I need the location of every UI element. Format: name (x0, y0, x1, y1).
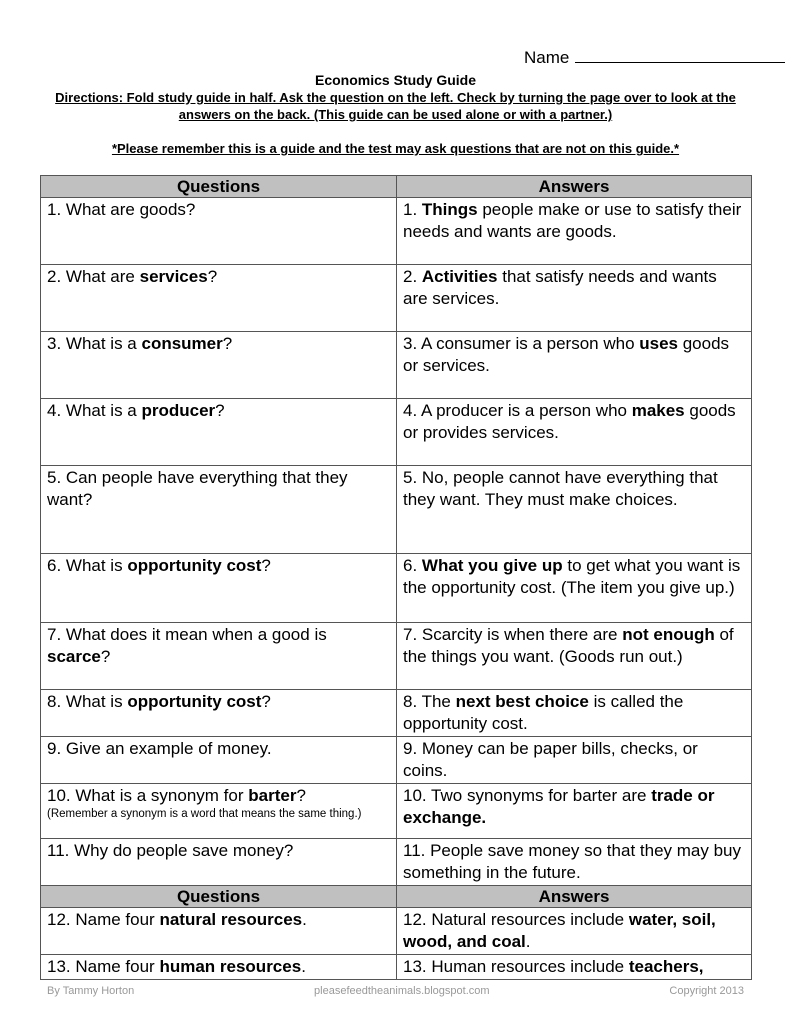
column-header-questions: Questions (41, 176, 397, 198)
text-segment: . (302, 910, 307, 929)
bold-term: water, soil, wood, and coal (403, 910, 716, 951)
reminder: *Please remember this is a guide and the test may ask questions that are not on this guide.* (111, 141, 680, 156)
name-field[interactable] (524, 46, 751, 69)
bold-term: opportunity cost (127, 556, 262, 575)
bold-term: opportunity cost (127, 692, 262, 711)
bold-term: makes (631, 401, 685, 420)
text-segment: 6. (403, 556, 422, 575)
text-segment: 11. Why do people save money? (47, 841, 294, 860)
text-segment: 9. Give an example of money. (47, 739, 272, 758)
question-cell (41, 737, 397, 784)
text-segment: 2. (403, 267, 422, 286)
text-segment: 5. Can people have everything that they want? (47, 468, 348, 509)
text-segment: 2. What are (47, 267, 140, 286)
answer-cell (397, 399, 752, 466)
table-row (41, 784, 752, 839)
text-segment: 8. What is (47, 692, 128, 711)
text-segment: 13. Human resources include (403, 957, 629, 976)
bold-term: trade or exchange. (403, 786, 715, 827)
page-title: Economics Study Guide (314, 72, 477, 88)
text-segment: to get what you want is the opportunity cost. (The item you give up.) (403, 556, 741, 597)
question-cell (41, 955, 397, 980)
study-guide-table (40, 175, 752, 980)
text-segment: ? (296, 786, 306, 805)
bold-term: barter (248, 786, 297, 805)
answer-cell (397, 784, 752, 839)
text-segment: 10. Two synonyms for barter are (403, 786, 652, 805)
text-segment: 4. What is a (47, 401, 142, 420)
answer-cell (397, 265, 752, 332)
text-segment: that satisfy needs and wants are services. (403, 267, 717, 308)
answer-cell (397, 908, 752, 955)
answer-cell (397, 332, 752, 399)
column-header-answers: Answers (397, 176, 752, 198)
text-segment: 5. No, people cannot have everything that they want. They must make choices. (403, 468, 718, 509)
question-cell (41, 623, 397, 690)
question-cell (41, 690, 397, 737)
table-row (41, 265, 752, 332)
text-segment: 12. Name four (47, 910, 160, 929)
text-segment: of the things you want. (Goods run out.) (403, 625, 734, 666)
text-segment: 3. What is a (47, 334, 142, 353)
text-segment: 4. A producer is a person who (403, 401, 632, 420)
question-cell (41, 908, 397, 955)
table-row (41, 623, 752, 690)
table-row (41, 690, 752, 737)
text-segment: 13. Name four (47, 957, 160, 976)
text-segment: ? (222, 334, 233, 353)
question-cell (41, 554, 397, 623)
bold-term: next best choice (455, 692, 589, 711)
table-header-row (41, 176, 752, 198)
text-segment: . (301, 957, 306, 976)
table-row (41, 198, 752, 265)
text-segment: is called the opportunity cost. (403, 692, 684, 733)
answer-cell (397, 690, 752, 737)
answer-cell (397, 839, 752, 886)
text-segment: goods or provides services. (403, 401, 736, 442)
question-cell (41, 399, 397, 466)
text-segment: 1. What are goods? (47, 200, 196, 219)
text-segment: 7. What does it mean when a good is (47, 625, 327, 644)
name-label: Name (524, 48, 570, 67)
table-row (41, 955, 752, 980)
text-segment: 12. Natural resources include (403, 910, 629, 929)
footer (40, 980, 751, 998)
footer-author: By Tammy Horton (47, 985, 135, 997)
text-segment: 7. Scarcity is when there are (403, 625, 623, 644)
table-row (41, 908, 752, 955)
bold-term: Activities (421, 267, 498, 286)
text-segment: goods or services. (403, 334, 730, 375)
bold-term: producer (141, 401, 216, 420)
text-segment: 9. Money can be paper bills, checks, or coins. (403, 739, 698, 780)
answer-cell (397, 955, 752, 980)
bold-term: services (139, 267, 208, 286)
bold-term: Things (421, 200, 478, 219)
column-header-questions: Questions (41, 886, 397, 908)
directions: Directions: Fold study guide in half. Ask the question on the left. Check by turning the page over to look at the answers on the back. (This guide can be used alone or with a partner.) (55, 90, 736, 122)
answer-cell (397, 198, 752, 265)
table-header-row (41, 886, 752, 908)
table-row (41, 737, 752, 784)
bold-term: human resources (159, 957, 302, 976)
text-segment: 3. A consumer is a person who (403, 334, 640, 353)
question-cell (41, 839, 397, 886)
table-row (41, 332, 752, 399)
name-blank-line[interactable] (575, 46, 785, 63)
text-segment: ? (215, 401, 225, 420)
column-header-answers: Answers (397, 886, 752, 908)
question-cell (41, 332, 397, 399)
text-segment: ? (261, 692, 271, 711)
bold-term: natural resources (159, 910, 303, 929)
text-segment: people make or use to satisfy their needs and wants are goods. (403, 200, 742, 241)
bold-term: uses (639, 334, 678, 353)
footer-site: pleasefeedtheanimals.blogspot.com (314, 985, 490, 997)
question-cell (41, 466, 397, 554)
bold-term: teachers, (628, 957, 704, 976)
text-segment: 11. People save money so that they may buy something in the future. (403, 841, 741, 882)
text-segment: 6. What is (47, 556, 128, 575)
bold-term: not enough (622, 625, 715, 644)
question-note: (Remember a synonym is a word that means the same thing.) (47, 808, 362, 820)
answer-cell (397, 737, 752, 784)
table-row (41, 554, 752, 623)
text-segment: ? (100, 647, 111, 666)
question-cell (41, 784, 397, 839)
text-segment: 10. What is a synonym for (47, 786, 249, 805)
answer-cell (397, 466, 752, 554)
answer-cell (397, 623, 752, 690)
question-cell (41, 265, 397, 332)
footer-copyright: Copyright 2013 (669, 985, 744, 997)
text-segment: ? (261, 556, 271, 575)
text-segment: 8. The (403, 692, 456, 711)
text-segment: . (525, 932, 531, 951)
text-segment: ? (207, 267, 218, 286)
answer-cell (397, 554, 752, 623)
bold-term: consumer (141, 334, 223, 353)
table-row (41, 399, 752, 466)
text-segment: 1. (403, 200, 422, 219)
bold-term: scarce (47, 647, 101, 666)
table-row (41, 839, 752, 886)
table-row (41, 466, 752, 554)
question-cell (41, 198, 397, 265)
bold-term: What you give up (421, 556, 563, 575)
